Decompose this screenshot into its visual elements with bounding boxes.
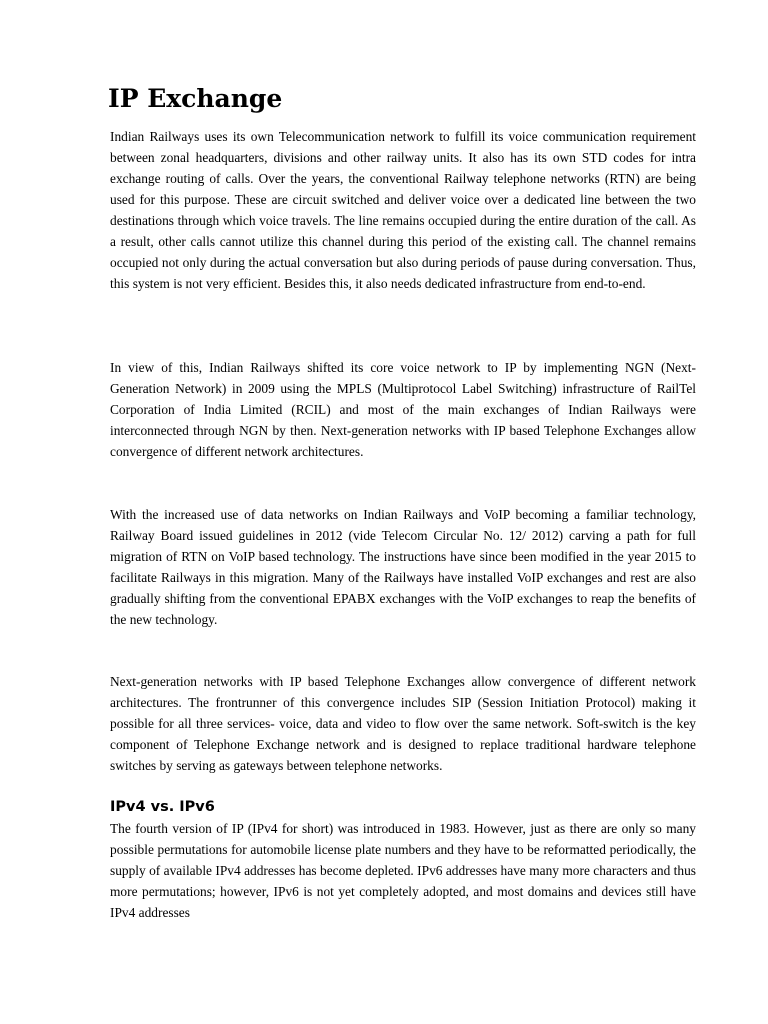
- paragraph-ipv4-ipv6: The fourth version of IP (IPv4 for short) was introduced in 1983. However, just as there are only so many possible permutations for automobile license plate numbers and they have to be reformatted periodically, the supply of available IPv4 addresses has become depleted. IPv6 addresses have many more characters and thus more permutations; however, IPv6 is not yet completely adopted, and most domains and devices still have IPv4 addresses: [110, 821, 696, 920]
- page-title: IP Exchange: [108, 84, 283, 113]
- section-heading-ipv4-vs-ipv6: IPv4 vs. IPv6: [110, 799, 215, 815]
- paragraph-ngn: In view of this, Indian Railways shifted its core voice network to IP by implementing NGN (Next-Generation Network) in 2009 using the MPLS (Multiprotocol Label Switching) infrastructure of RailTel Corporation of India Limited (RCIL) and most of the main exchanges of Indian Railways were interconnected through NGN by then. Next-generation networks with IP based Telephone Exchanges allow convergence of different network architectures.: [110, 360, 696, 459]
- paragraph-convergence: Next-generation networks with IP based Telephone Exchanges allow convergence of different network architectures. The frontrunner of this convergence includes SIP (Session Initiation Protocol) making it possible for all three services- voice, data and video to flow over the same network. Soft-switch is the key component of Telephone Exchange network and is designed to replace traditional hardware telephone switches by serving as gateways between telephone networks.: [110, 674, 696, 773]
- paragraph-voip-migration: With the increased use of data networks on Indian Railways and VoIP becoming a familiar technology, Railway Board issued guidelines in 2012 (vide Telecom Circular No. 12/ 2012) carving a path for full migration of RTN on VoIP based technology. The instructions have since been modified in the year 2015 to facilitate Railways in this migration. Many of the Railways have installed VoIP exchanges and rest are also gradually shifting from the conventional EPABX exchanges with the VoIP exchanges to reap the benefits of the new technology.: [110, 507, 696, 627]
- paragraph-intro: Indian Railways uses its own Telecommunication network to fulfill its voice communication requirement between zonal headquarters, divisions and other railway units. It also has its own STD codes for intra exchange routing of calls. Over the years, the conventional Railway telephone networks (RTN) are being used for this purpose. These are circuit switched and deliver voice over a dedicated line between the two destinations through which voice travels. The line remains occupied during the entire duration of the call. As a result, other calls cannot utilize this channel during this period of the existing call. The channel remains occupied not only during the actual conversation but also during periods of pause during conversation. Thus, this system is not very efficient. Besides this, it also needs dedicated infrastructure from end-to-end.: [110, 129, 696, 291]
